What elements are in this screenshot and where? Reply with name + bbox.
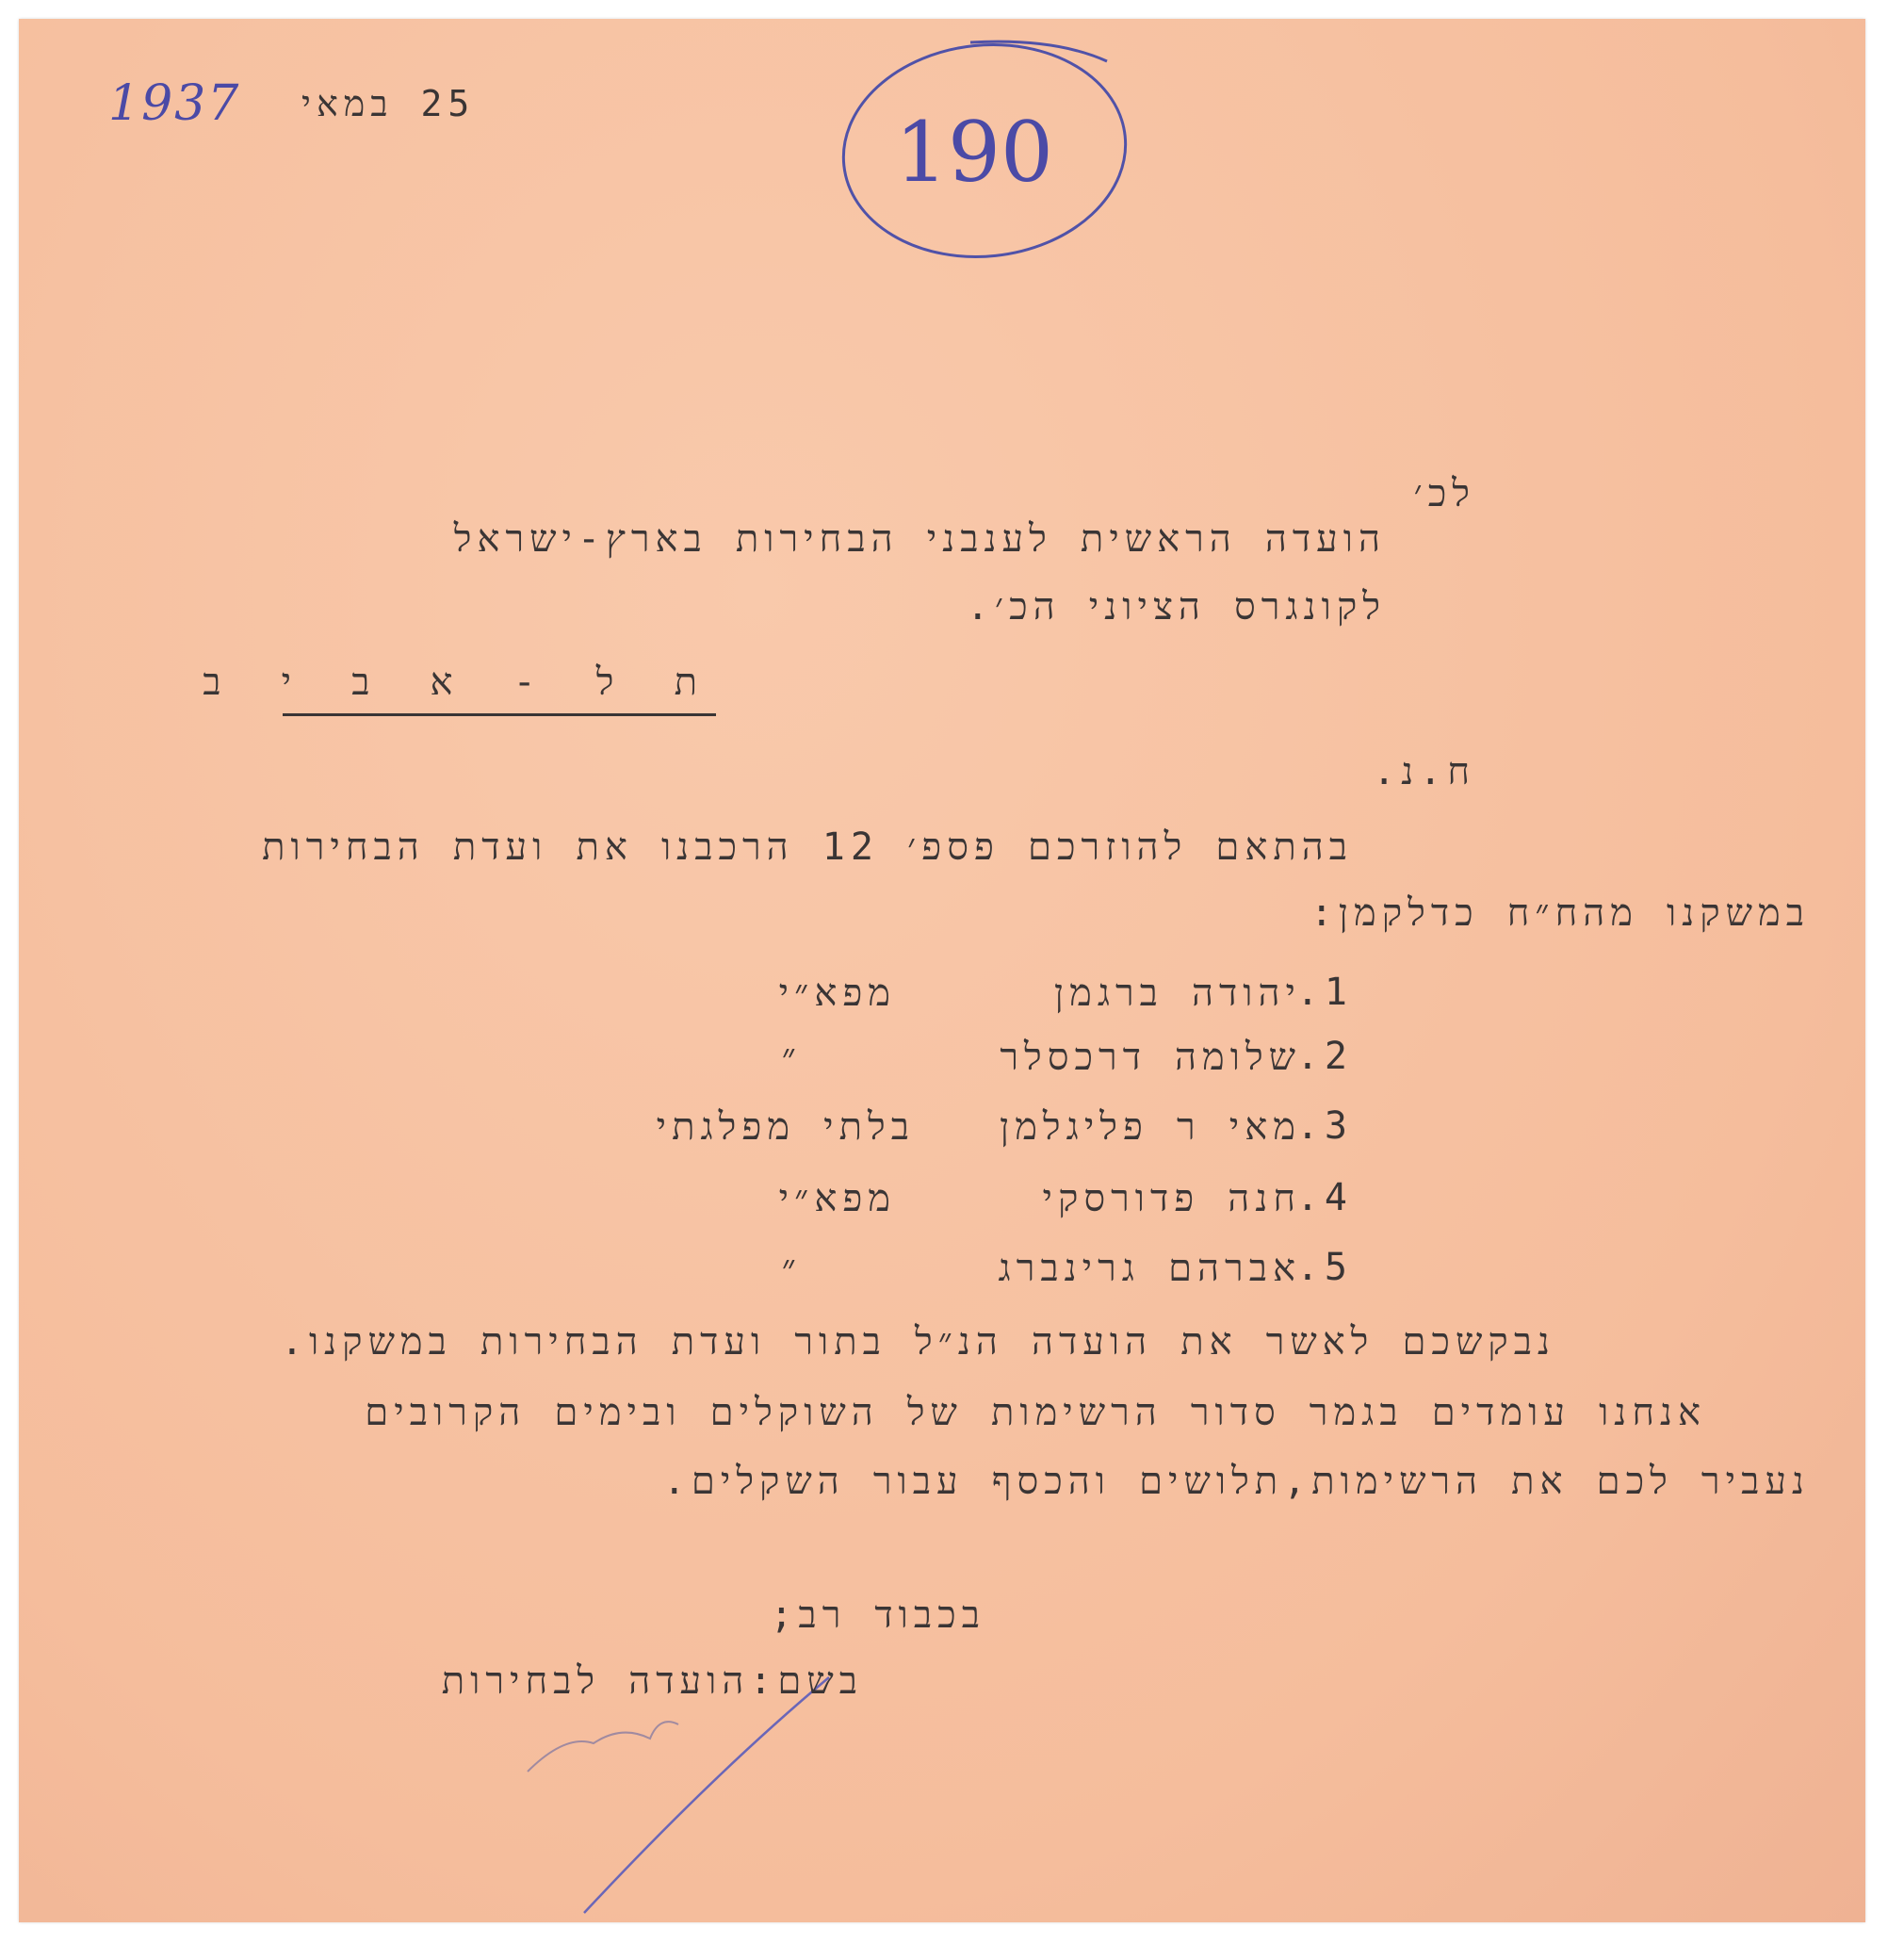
- list-item-name: יהודה ברגמן: [1053, 972, 1301, 1015]
- closing-line2: אנחנו עומדים בגמר סדור הרשימות של השוקלים ובימים הקרובים: [365, 1391, 1706, 1434]
- list-item-party: ״: [781, 1247, 802, 1290]
- archive-number: 190: [895, 104, 1053, 201]
- list-item-num: 1.: [1295, 971, 1353, 1014]
- closing-line1: נבקשכם לאשר את הועדה הנ״ל בתור ועדת הבחירות במשקנו.: [280, 1320, 1555, 1364]
- address-line2: לקונגרס הציוני הכ׳.: [966, 585, 1386, 629]
- list-item-party: ״: [781, 1036, 802, 1079]
- regards: בכבוד רב;: [770, 1593, 985, 1637]
- list-item-name: חנה פדורסקי: [1042, 1177, 1301, 1220]
- list-item-num: 2.: [1295, 1035, 1353, 1078]
- list-item-party: מפא״י: [778, 1177, 896, 1220]
- address-line1: הועדה הראשית לענבני הבחירות בארץ-ישראל: [453, 517, 1386, 561]
- list-item-name: מאי ר פליגלמן: [1000, 1105, 1301, 1149]
- body-line2: במשקנו מהח״ח כדלקמן:: [1310, 891, 1810, 935]
- body-line1: בהתאם להוזרכם פספ׳ 12 הרכבנו את ועדת הבחירות: [262, 825, 1353, 869]
- signature-line: בשם:הועדה לבחירות: [441, 1659, 863, 1703]
- address-city: ת ל - א ב י ב: [283, 660, 716, 716]
- list-item-name: שלומה דרכסלר: [1000, 1036, 1301, 1079]
- handwritten-year: 1937: [108, 75, 241, 132]
- list-item-num: 4.: [1295, 1176, 1353, 1219]
- list-item-name: אברהם גרינברג: [998, 1247, 1301, 1290]
- typed-date: 25 במאי: [301, 83, 476, 124]
- address-to: לכ׳: [1413, 472, 1475, 515]
- list-item-num: 3.: [1295, 1104, 1353, 1148]
- closing-line3: נעביר לכם את הרשימות,תלושים והכסף עבור השקלים.: [662, 1460, 1810, 1503]
- list-item-party: בלתי מפלגתי: [656, 1105, 915, 1149]
- list-item-num: 5.: [1295, 1246, 1353, 1289]
- greeting: ח.נ.: [1373, 750, 1475, 793]
- list-item-party: מפא״י: [778, 972, 896, 1015]
